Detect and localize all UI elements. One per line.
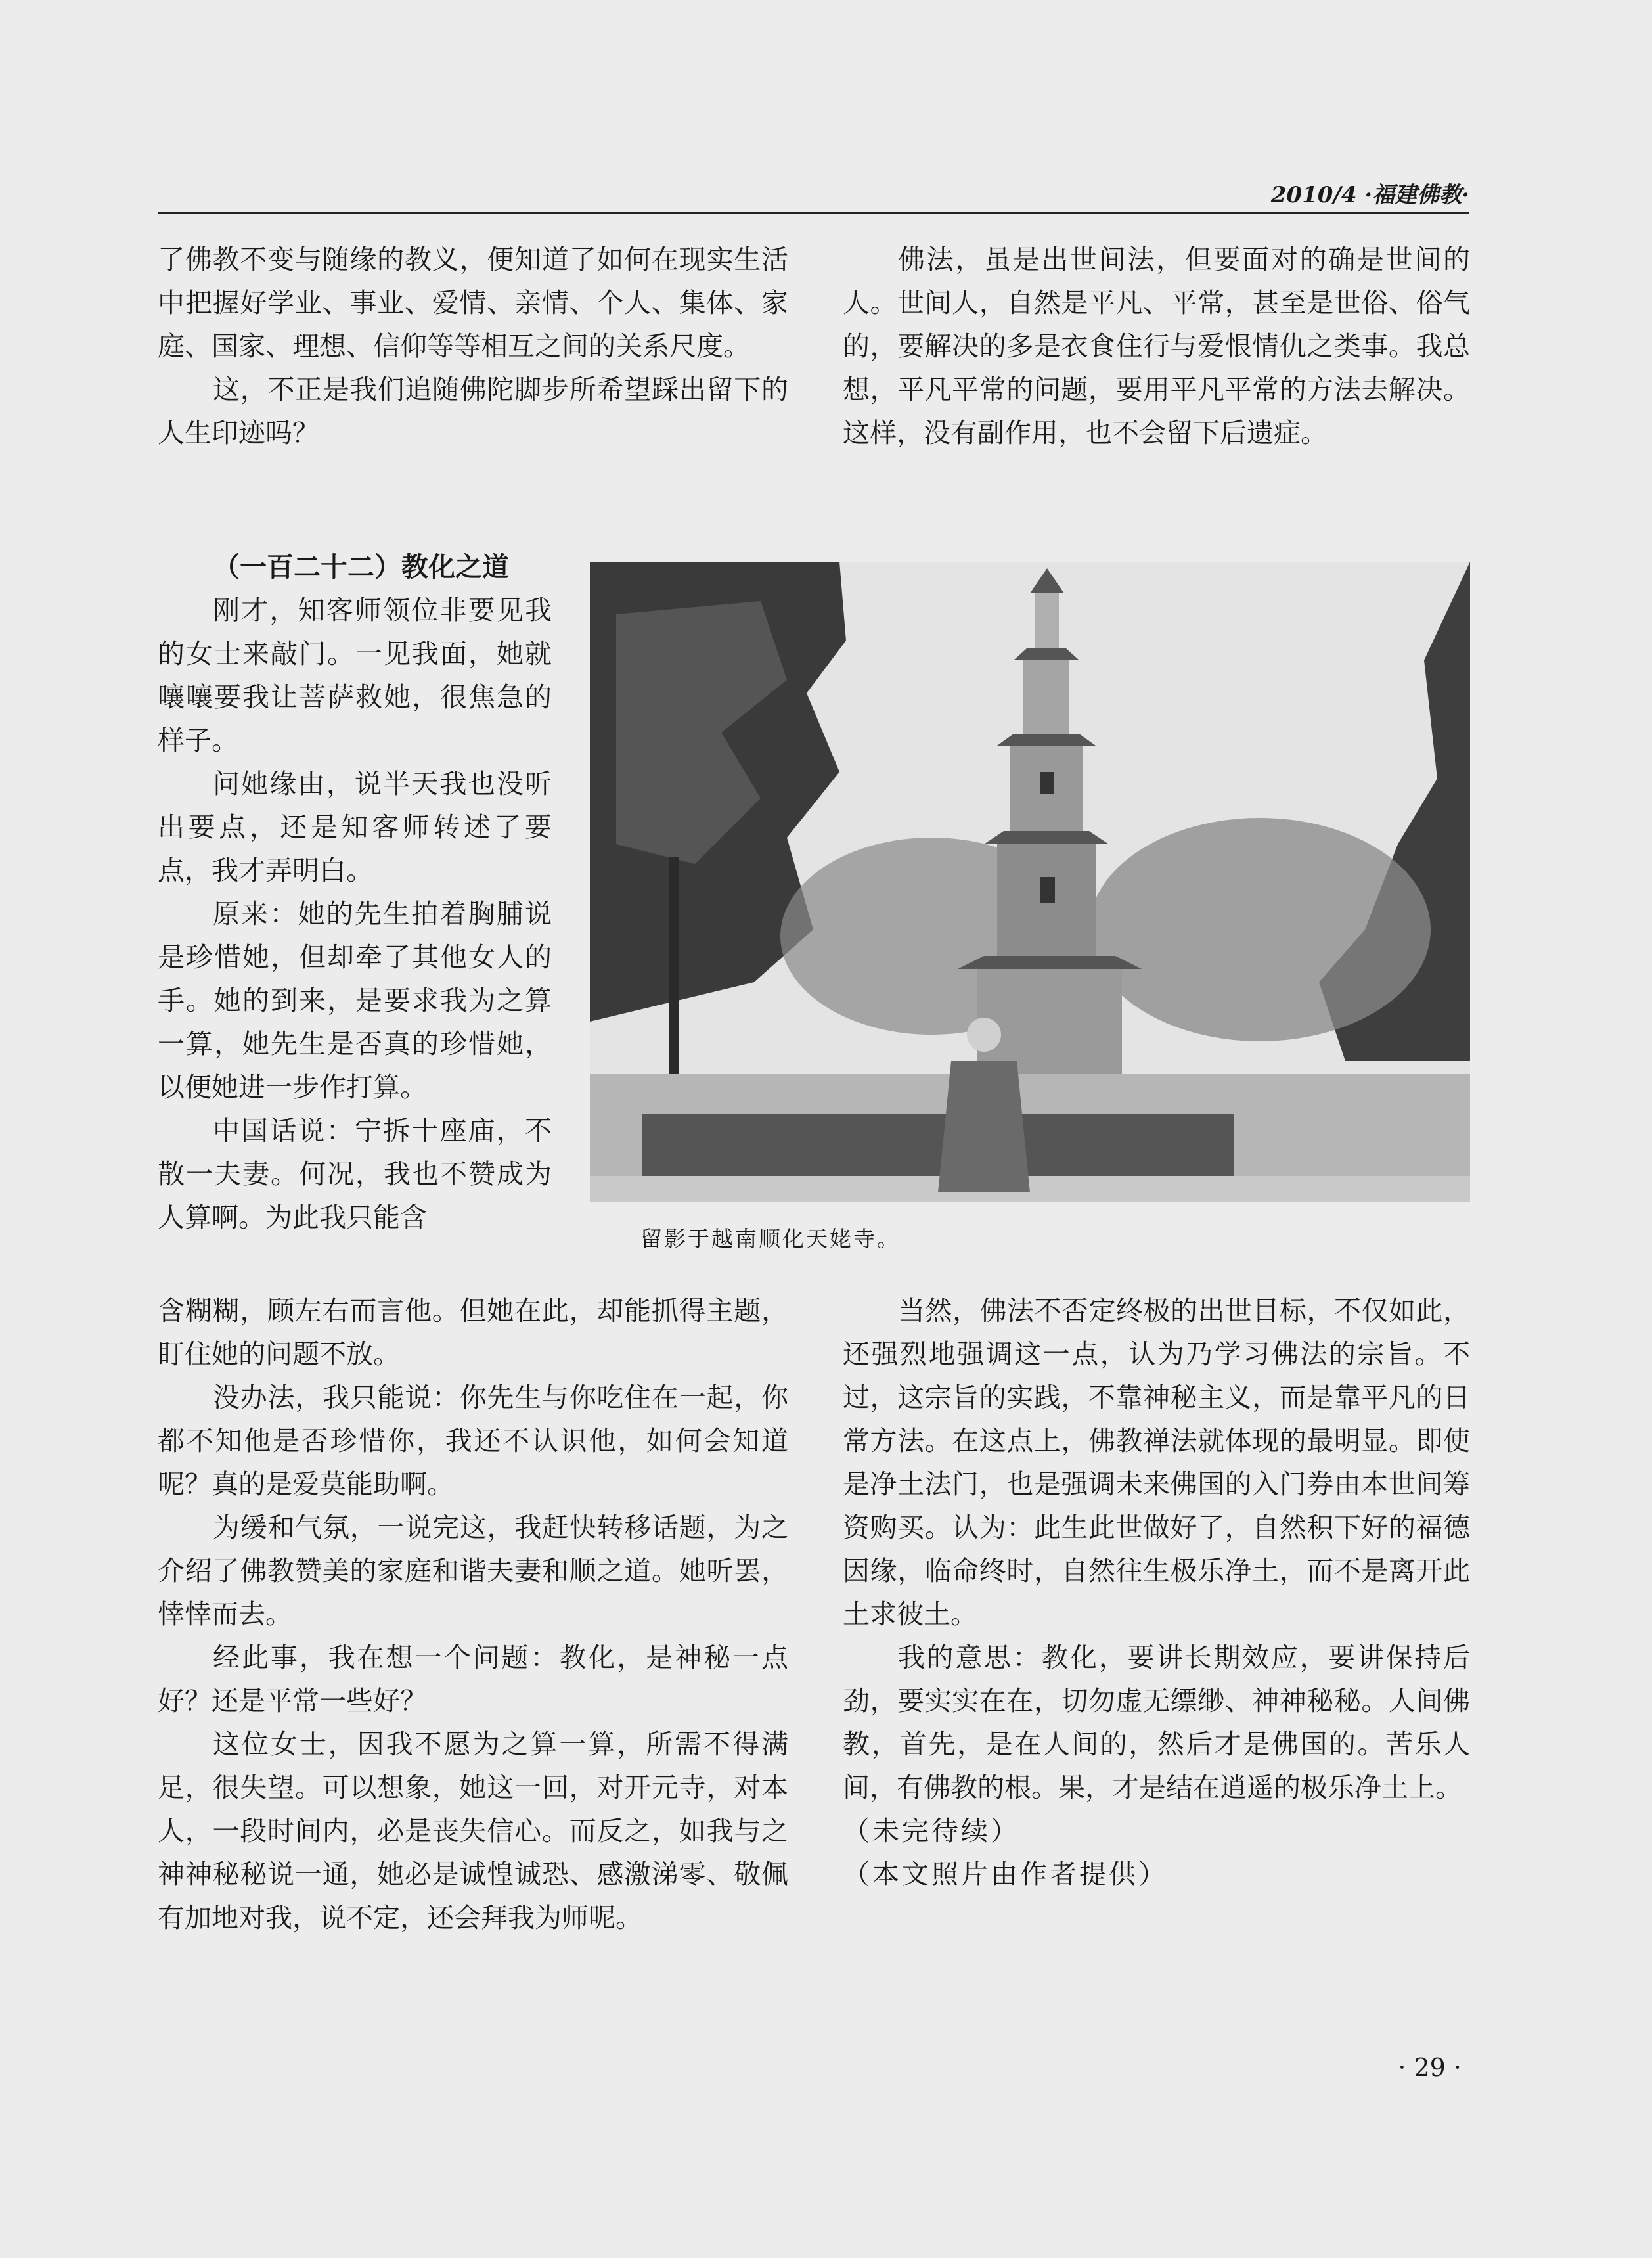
paragraph: 刚才，知客师领位非要见我的女士来敲门。一见我面，她就嚷嚷要我让菩萨救她，很焦急的样子。 (158, 595, 552, 756)
paragraph: 我的意思：教化，要讲长期效应，要讲保持后劲，要实实在在，切勿虚无缥缈、神神秘秘。人间佛教，首先，是在人间的，然后才是佛国的。苦乐人间，有佛教的根。果，才是结在逍遥的极乐净土上。 (843, 1642, 1470, 1803)
issue-label: 2010/4 ·福建佛教· (1270, 182, 1469, 208)
continued-note: （未完待续） (843, 1815, 1020, 1847)
paragraph: 当然，佛法不否定终极的出世目标，不仅如此，还强烈地强调这一点，认为乃学习佛法的宗旨。不过，这宗旨的实践，不靠神秘主义，而是靠平凡的日常方法。在这点上，佛教禅法就体现的最明显。即使是净土法门，也是强调未来佛国的入门券由本世间筹资购买。认为：此生此世做好了，自然积下好的福德因缘，临命终时，自然往生极乐净土，而不是离开此土求彼土。 (843, 1295, 1470, 1630)
paragraph: 佛法，虽是出世间法，但要面对的确是世间的人。世间人，自然是平凡、平常，甚至是世俗、俗气的，要解决的多是衣食住行与爱恨情仇之类事。我总想，平凡平常的问题，要用平凡平常的方法去解决。这样，没有副作用，也不会留下后遗症。 (843, 244, 1470, 449)
bottom-right-column (843, 1289, 1470, 1896)
temple-photo (590, 562, 1470, 1202)
paragraph: 含糊糊，顾左右而言他。但她在此，却能抓得主题，盯住她的问题不放。 (158, 1295, 788, 1370)
paragraph: 了佛教不变与随缘的教义，便知道了如何在现实生活中把握好学业、事业、爱情、亲情、个人、集体、家庭、国家、理想、信仰等等相互之间的关系尺度。 (158, 244, 788, 362)
top-right-column (843, 238, 1470, 455)
paragraph: 没办法，我只能说：你先生与你吃住在一起，你都不知他是否珍惜你，我还不认识他，如何会知道呢？真的是爱莫能助啊。 (158, 1382, 788, 1500)
paragraph: 中国话说：宁拆十座庙，不散一夫妻。何况，我也不赞成为人算啊。为此我只能含 (158, 1115, 552, 1233)
narrow-column (158, 545, 552, 1239)
paragraph: 这，不正是我们追随佛陀脚步所希望踩出留下的人生印迹吗？ (158, 374, 788, 449)
running-header (158, 174, 1469, 214)
page-number: · 29 · (1398, 2053, 1462, 2082)
section-title: （一百二十二）教化之道 (213, 551, 509, 583)
top-left-column (158, 238, 788, 455)
paragraph: 原来：她的先生拍着胸脯说是珍惜她，但却牵了其他女人的手。她的到来，是要求我为之算一算，她先生是否真的珍惜她，以便她进一步作打算。 (158, 898, 552, 1103)
paragraph: 经此事，我在想一个问题：教化，是神秘一点好？还是平常一些好？ (158, 1642, 788, 1717)
bottom-left-column (158, 1289, 788, 1939)
paragraph: 为缓和气氛，一说完这，我赶快转移话题，为之介绍了佛教赞美的家庭和谐夫妻和顺之道。她听罢，悻悻而去。 (158, 1512, 788, 1630)
header-rule (158, 212, 1469, 214)
photo-caption: 留影于越南顺化天姥寺。 (640, 1226, 901, 1252)
paragraph: 问她缘由，说半天我也没听出要点，还是知客师转述了要点，我才弄明白。 (158, 768, 552, 886)
photo-credit-note: （本文照片由作者提供） (843, 1859, 1168, 1890)
paragraph: 这位女士，因我不愿为之算一算，所需不得满足，很失望。可以想象，她这一回，对开元寺，对本人，一段时间内，必是丧失信心。而反之，如我与之神神秘秘说一通，她必是诚惶诚恐、感激涕零、敬佩有加地对我，说不定，还会拜我为师呢。 (158, 1728, 788, 1933)
